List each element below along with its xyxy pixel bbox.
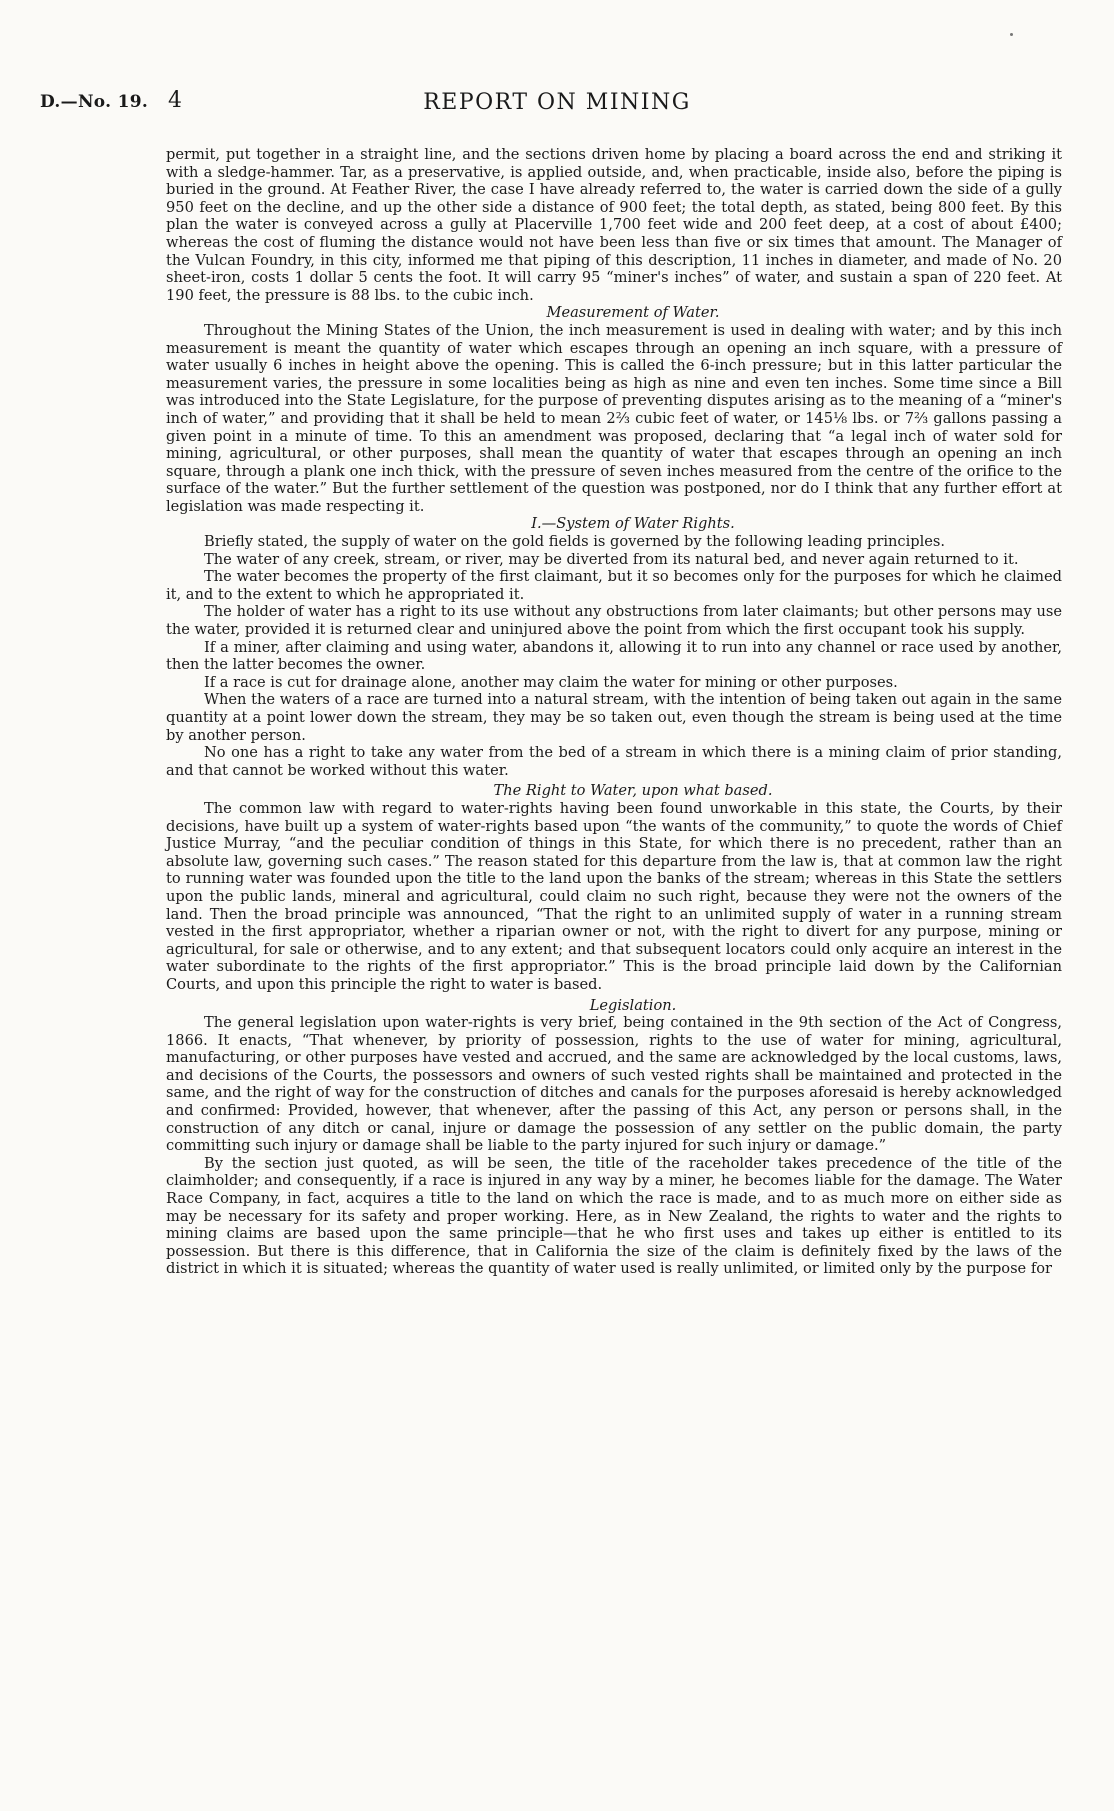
paragraph-principle-drainage: If a race is cut for drainage alone, another may claim the water for mining or other purposes.	[204, 673, 898, 691]
paragraph-principle-holder-rights: The holder of water has a right to its use without any obstructions from later claimants; but other persons may use the water, provided it is returned clear and uninjured above the point from which the first occupant took his supply.	[166, 603, 1062, 639]
paragraph-water-piping: permit, put together in a straight line, and the sections driven home by placing a board across the end and striking it with a sledge-hammer. Tar, as a preservative, is applied outside, and, when practicable, inside also, before the piping is buried in the ground. At Feather River, the case I have already referred to, the water is carried down the side of a gully 950 feet on the decline, and up the other side a distance of 900 feet; the total depth, as stated, being 800 feet. By this plan the water is conveyed across a gully at Placerville 1,700 feet wide and 200 feet deep, at a cost of about £400; whereas the cost of fluming the distance would not have been less than five or six times that amount. The Manager of the Vulcan Foundry, in this city, informed me that piping of this description, 11 inches in diameter, and made of No. 20 sheet-iron, costs 1 dollar 5 cents the foot. It will carry 95 “miner's inches” of water, and sustain a span of 220 feet. At 190 feet, the pressure is 88 lbs. to the cubic inch.	[166, 146, 1062, 304]
paragraph-act-of-congress: The general legislation upon water-rights is very brief, being contained in the 9th section of the Act of Congress, 1866. It enacts, “That whenever, by priority of possession, rights to the use of water for mining, agricultural, manufacturing, or other purposes have vested and accrued, and the same are acknowledged by the local customs, laws, and decisions of the Courts, the possessors and owners of such vested rights shall be maintained and protected in the same, and the right of way for the construction of ditches and canals for the purposes aforesaid is hereby acknowledged and confirmed: Provided, however, that whenever, after the passing of this Act, any person or persons shall, in the construction of any ditch or canal, injure or damage the possession of any settler on the public domain, the party committing such injury or damage shall be liable to the party injured for such injury or damage.”	[166, 1014, 1062, 1155]
paragraph-principle-prior-claim: No one has a right to take any water from the bed of a stream in which there is a mining claim of prior standing, and that cannot be worked without this water.	[166, 744, 1062, 779]
heading-measurement-of-water: Measurement of Water.	[546, 304, 720, 322]
paragraph-principle-diversion: The water of any creek, stream, or river, may be diverted from its natural bed, and never again returned to it.	[204, 550, 1019, 568]
heading-right-to-water: The Right to Water, upon what based.	[493, 782, 773, 800]
paragraph-principles-intro: Briefly stated, the supply of water on the gold fields is governed by the following leading principles.	[204, 533, 946, 551]
paragraph-common-law: The common law with regard to water-rights having been found unworkable in this state, the Courts, by their decisions, have built up a system of water-rights based upon “the wants of the community,” to quote the words of Chief Justice Murray, “and the peculiar condition of things in this State, for which there is no precedent, rather than an absolute law, governing such cases.” The reason stated for this departure from the law is, that at common law the right to running water was founded upon the title to the land upon the banks of the stream; whereas in this State the settlers upon the public lands, mineral and agricultural, could claim no such right, because they were not the owners of the land. Then the broad principle was announced, “That the right to an unlimited supply of water in a running stream vested in the first appropriator, whether a riparian owner or not, with the right to divert for any purpose, mining or agricultural, for sale or otherwise, and to any extent; and that subsequent locators could only acquire an interest in the water subordinate to the rights of the first appropriator.” This is the broad principle laid down by the Californian Courts, and upon this principle the right to water is based.	[166, 799, 1062, 993]
page-number: 4	[168, 88, 182, 113]
report-body	[166, 146, 1062, 1278]
document-reference: D.—No. 19.	[40, 92, 149, 112]
paragraph-raceholder-title: By the section just quoted, as will be seen, the title of the raceholder takes precedence of the title of the claimholder; and consequently, if a race is injured in any way by a miner, he becomes liable for the damage. The Water Race Company, in fact, acquires a title to the land on which the race is made, and to as much more on either side as may be necessary for its safety and proper working. Here, as in New Zealand, the rights to water and the rights to mining claims are based upon the same principle—that he who first uses and takes up either is entitled to its possession. But there is this difference, that in California the size of the claim is definitely fixed by the laws of the district in which it is situated; whereas the quantity of water used is really unlimited, or limited only by the purpose for	[166, 1154, 1062, 1278]
running-title: REPORT ON MINING	[423, 90, 691, 115]
paragraph-principle-first-claimant: The water becomes the property of the first claimant, but it so becomes only for the purposes for which he claimed it, and to the extent to which he appropriated it.	[166, 568, 1062, 603]
paragraph-principle-natural-stream: When the waters of a race are turned into a natural stream, with the intention of being taken out again in the same quantity at a point lower down the stream, they may be so taken out, even though the stream is being used at the time by another person.	[166, 691, 1062, 744]
heading-legislation: Legislation.	[589, 996, 677, 1014]
page-header	[40, 88, 1074, 118]
paragraph-inch-measurement: Throughout the Mining States of the Union, the inch measurement is used in dealing with water; and by this inch measurement is meant the quantity of water which escapes through an opening an inch square, with a pressure of water usually 6 inches in height above the opening. This is called the 6-inch pressure; but in this latter particular the measurement varies, the pressure in some localities being as high as nine and even ten inches. Some time since a Bill was introduced into the State Legislature, for the purpose of preventing disputes arising as to the meaning of a “miner's inch of water,” and providing that it shall be held to mean 2⅔ cubic feet of water, or 145⅛ lbs. or 7⅔ gallons passing a given point in a minute of time. To this an amendment was proposed, declaring that “a legal inch of water sold for mining, agricultural, or other purposes, shall mean the quantity of water that escapes through an opening an inch square, through a plank one inch thick, with the pressure of seven inches measured from the centre of the orifice to the surface of the water.” But the further settlement of the question was postponed, nor do I think that any further effort at legislation was made respecting it.	[166, 321, 1062, 515]
paragraph-principle-abandonment: If a miner, after claiming and using water, abandons it, allowing it to run into any channel or race used by another, then the latter becomes the owner.	[166, 638, 1062, 674]
heading-system-of-water-rights: I.—System of Water Rights.	[531, 515, 735, 533]
ink-speck	[1010, 33, 1013, 36]
